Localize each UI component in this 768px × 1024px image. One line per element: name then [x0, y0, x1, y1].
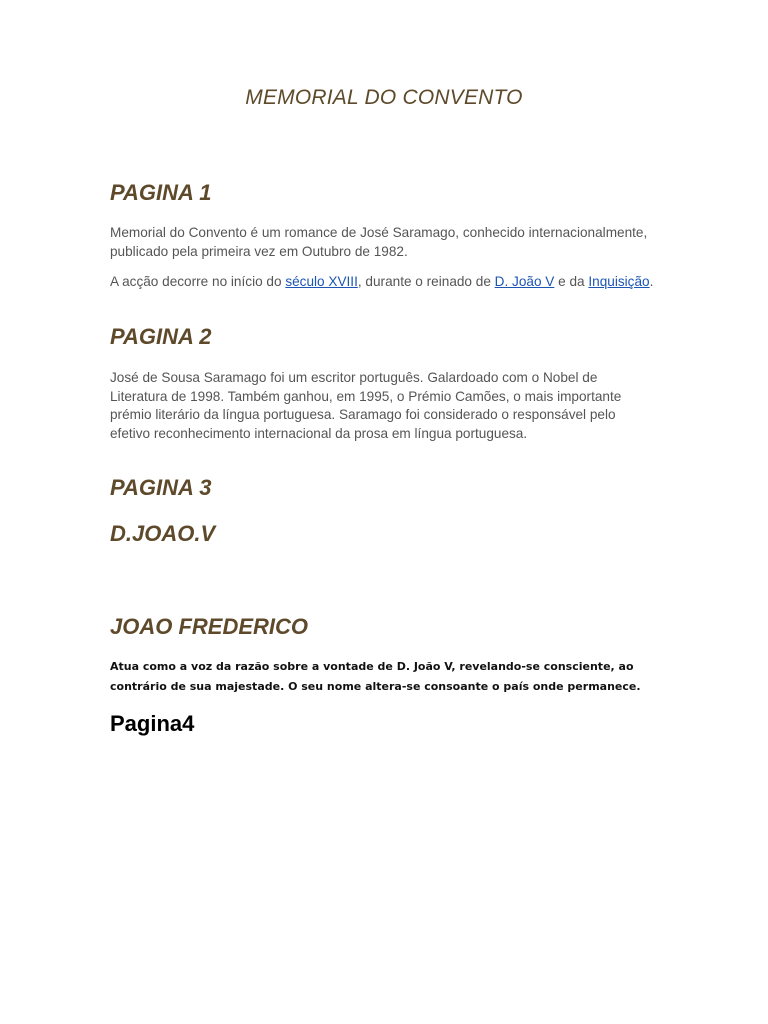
section-heading-joao-frederico: JOAO FREDERICO — [110, 614, 309, 639]
paragraph-text: . — [649, 274, 654, 289]
paragraph-text: , durante o reinado de — [357, 274, 495, 289]
section-joao-frederico-paragraph: Atua como a voz da razão sobre a vontade de D. João V, revelando-se consciente, ao contrário de sua majestade. O seu nome altera-se consoante o país onde permanece. — [110, 660, 641, 693]
paragraph-text: A acção decorre no início do — [110, 274, 286, 289]
section-1-paragraph-1: Memorial do Convento é um romance de José Saramago, conhecido internacionalmente, publicado pela primeira vez em Outubro de 1982. — [110, 225, 648, 259]
section-heading-d-joao-v: D.JOAO.V — [110, 521, 216, 546]
link-d-joao-v[interactable]: D. João V — [494, 274, 555, 289]
link-seculo-xviii[interactable]: século XVIII — [285, 274, 358, 289]
section-heading-pagina-1: PAGINA 1 — [110, 180, 212, 205]
section-1-paragraph-2 — [110, 273, 655, 292]
section-heading-pagina-2: PAGINA 2 — [110, 324, 212, 349]
document-title: MEMORIAL DO CONVENTO — [245, 86, 523, 109]
section-heading-pagina4: Pagina4 — [110, 711, 195, 736]
section-2-paragraph: José de Sousa Saramago foi um escritor português. Galardoado com o Nobel de Literatura de 1998. Também ganhou, em 1995, o Prémio Camões, o mais importante prémio literário da língua portuguesa. Saramago foi considerado o responsável pelo efetivo reconhecimento internacional da prosa em língua portuguesa. — [110, 370, 622, 441]
paragraph-text: e da — [554, 274, 589, 289]
link-inquisicao[interactable]: Inquisição — [588, 274, 650, 289]
section-heading-pagina-3: PAGINA 3 — [110, 475, 212, 500]
